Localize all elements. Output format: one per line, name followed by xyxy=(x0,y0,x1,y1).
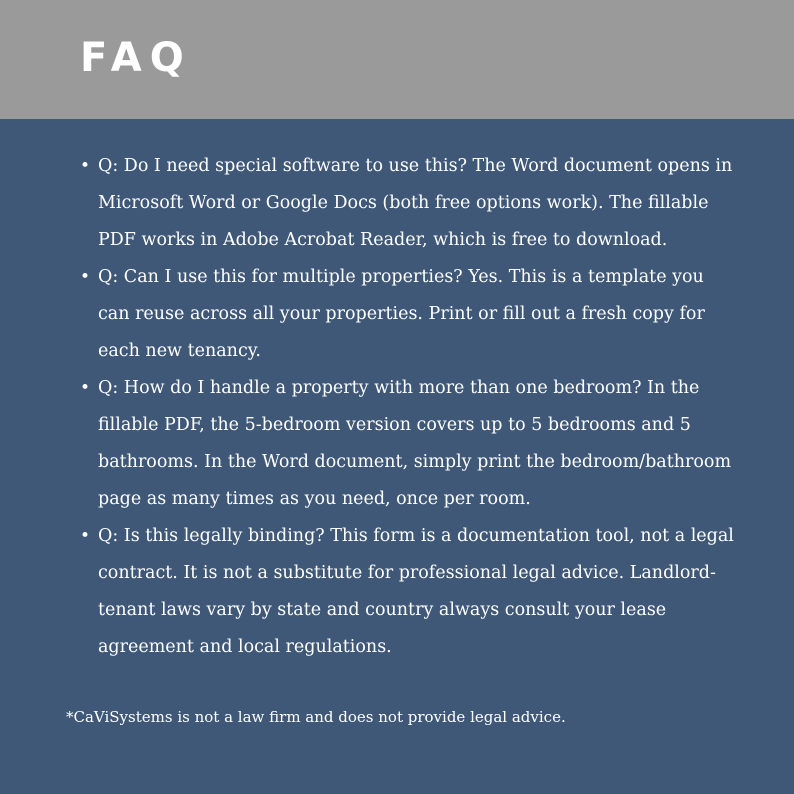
faq-content xyxy=(0,119,794,794)
bullet-icon: • xyxy=(80,267,91,287)
faq-item-software xyxy=(78,148,738,259)
faq-list xyxy=(78,148,738,666)
faq-item-multiple-properties xyxy=(78,259,738,370)
faq-item-legal xyxy=(78,518,738,666)
bullet-icon: • xyxy=(80,378,91,398)
bullet-icon: • xyxy=(80,526,91,546)
faq-text: Q: Is this legally binding? This form is a documentation tool, not a legal contract. It is not a substitute for professional legal advice. Landlord-tenant laws vary by state and country always consult your lease agreement and local regulations. xyxy=(98,526,734,657)
faq-text: Q: Can I use this for multiple properties? Yes. This is a template you can reuse across all your properties. Print or fill out a fresh copy for each new tenancy. xyxy=(98,267,705,361)
legal-disclaimer: *CaViSystems is not a law firm and does not provide legal advice. xyxy=(66,708,566,726)
faq-text: Q: How do I handle a property with more than one bedroom? In the fillable PDF, the 5-bedroom version covers up to 5 bedrooms and 5 bathrooms. In the Word document, simply print the bedroom/bathroom page as many times as you need, once per room. xyxy=(98,378,732,509)
header-bar xyxy=(0,0,794,119)
bullet-icon: • xyxy=(80,156,91,176)
faq-text: Q: Do I need special software to use this? The Word document opens in Microsoft Word or Google Docs (both free options work). The fillable PDF works in Adobe Acrobat Reader, which is free to download. xyxy=(98,156,733,250)
faq-item-bedrooms xyxy=(78,370,738,518)
page-title: FAQ xyxy=(80,35,192,81)
